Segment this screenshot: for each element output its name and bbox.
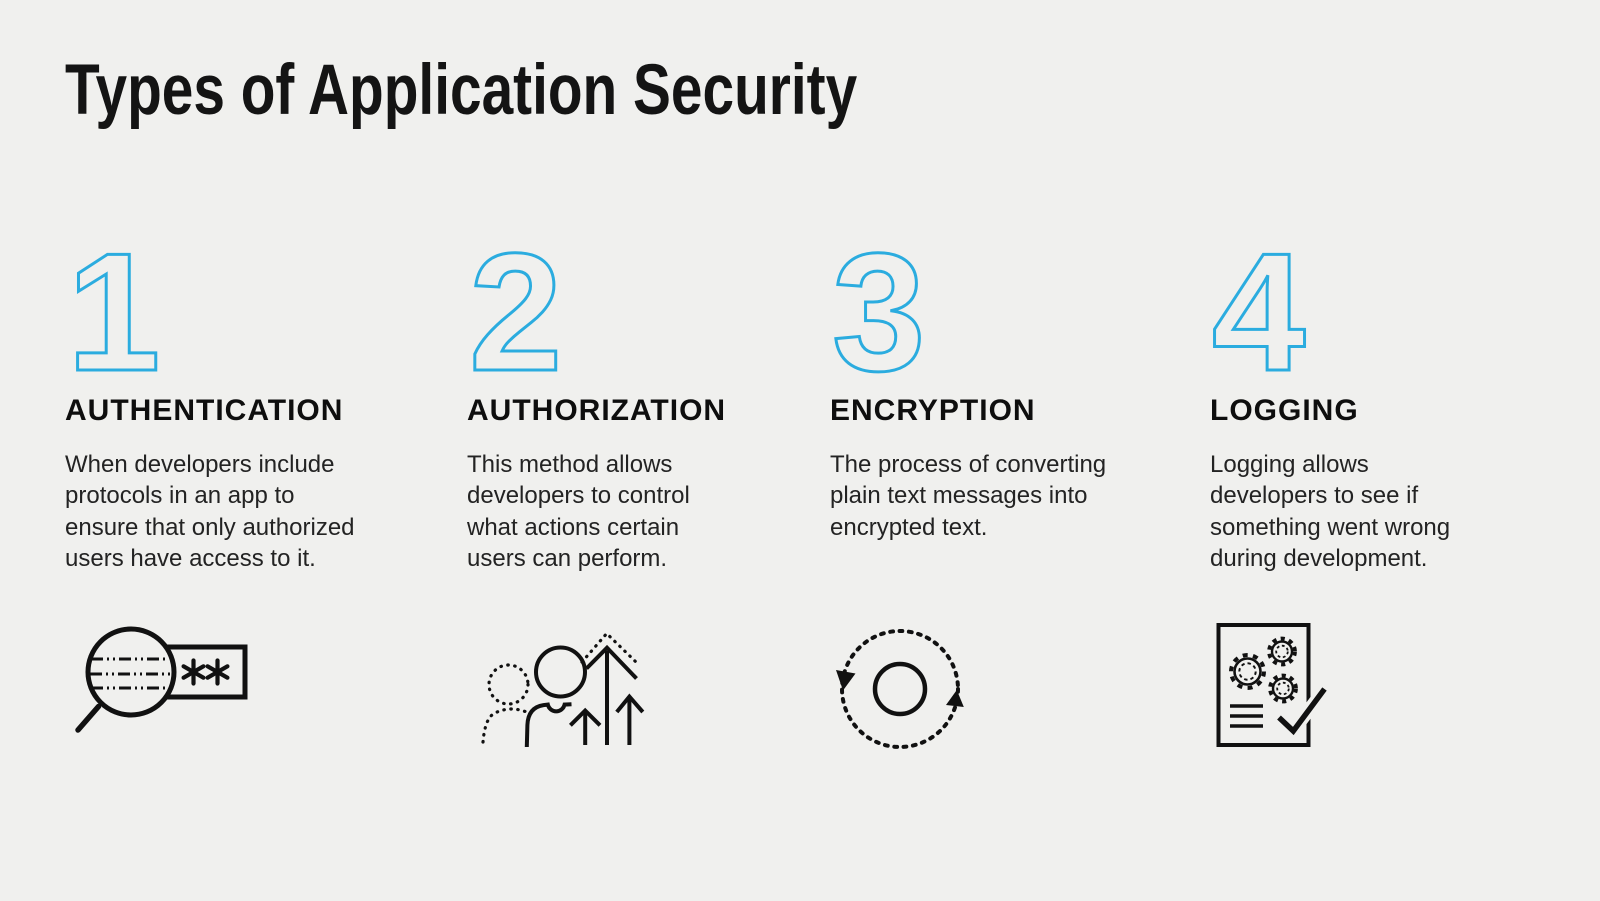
number-4-outline [1210,218,1450,406]
section-description: The process of converting plain text messages into encrypted text. [830,450,1107,541]
svg-text:3: 3 [832,218,926,406]
svg-text:4: 4 [1212,218,1306,406]
cipher-circle [875,664,925,714]
svg-text:1: 1 [67,218,161,406]
magnifier-lens [88,629,174,715]
arrowhead-right [946,690,964,707]
section-description: This method allows developers to control what actions certain users can perform. [467,450,690,572]
section-description: Logging allows developers to see if something went wrong during development. [1210,450,1451,572]
magnifier-password-icon [65,613,255,748]
section-logging [1210,218,1535,763]
document-gears-check-icon [1210,613,1335,755]
rotation-dotted-ring [842,631,958,747]
rotating-circle-icon [830,613,970,759]
page-title: Types of Application Security [65,51,858,130]
section-heading: AUTHENTICATION [65,394,344,427]
section-heading: ENCRYPTION [830,394,1036,427]
background-user-dotted [483,633,637,742]
columns-container [65,218,1535,763]
svg-text:2: 2 [469,218,563,406]
gears [1231,638,1296,701]
section-authentication [65,218,467,763]
section-heading: LOGGING [1210,394,1359,427]
number-2-outline [467,218,707,406]
number-1-outline [65,218,305,406]
password-asterisks [184,660,228,683]
log-text-lines [1230,706,1263,726]
users-up-arrows-icon [467,613,662,763]
section-description: When developers include protocols in an app to ensure that only authorized users have access to it. [65,450,355,572]
number-3-outline [830,218,1070,406]
magnifier-handle [78,706,99,730]
foreground-user [527,647,585,747]
section-encryption [830,218,1210,763]
arrowhead-left [836,670,856,691]
section-authorization [467,218,830,763]
section-heading: AUTHORIZATION [467,394,727,427]
